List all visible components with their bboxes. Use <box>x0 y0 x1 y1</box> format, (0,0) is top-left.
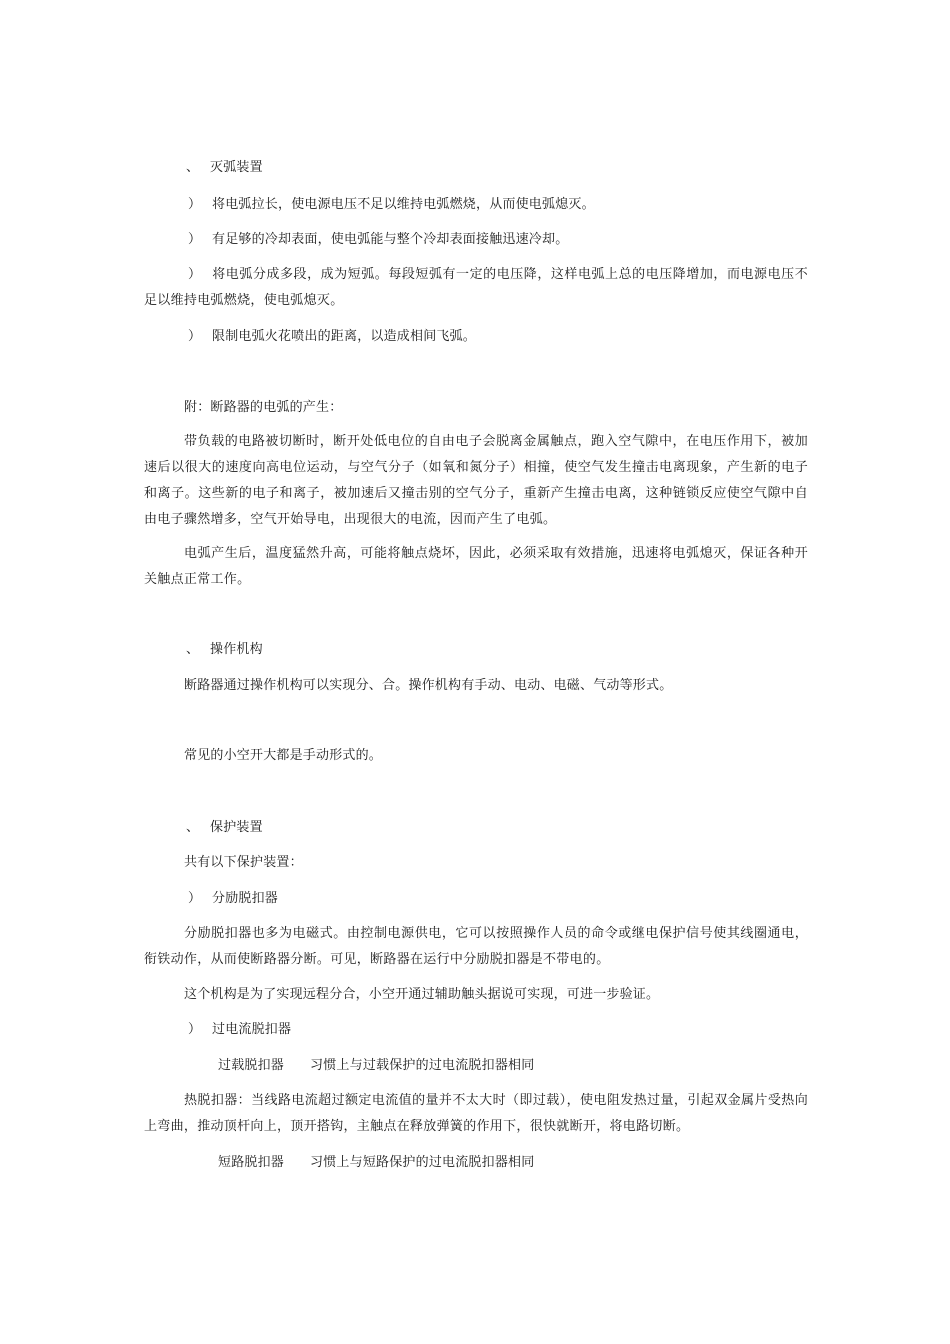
item-marker: ） <box>188 891 202 906</box>
item-text: 将电弧分成多段，成为短弧。每段短弧有一定的电压降，这样电弧上总的电压降增加，而电源电压不足以维持电弧燃烧，使电弧熄灭。 <box>144 267 808 308</box>
item-marker: ） <box>188 329 202 344</box>
paragraph: 电弧产生后，温度猛然升高，可能将触点烧坏，因此，必须采取有效措施，迅速将电弧熄灭，保证各种开关触点正常工作。 <box>144 546 808 587</box>
heading-title: 灭弧装置 <box>210 160 263 175</box>
list-item <box>188 197 595 213</box>
paragraph: 分励脱扣器也多为电磁式。由控制电源供电，它可以按照操作人员的命令或继电保护信号使其线圈通电，衔铁动作，从而使断路器分断。可见，断路器在运行中分励脱扣器是不带电的。 <box>144 926 808 967</box>
item-marker: ） <box>188 197 202 212</box>
overload-release-line <box>218 1058 534 1074</box>
item-text: 有足够的冷却表面，使电弧能与整个冷却表面接触迅速冷却。 <box>212 232 569 247</box>
paragraph: 这个机构是为了实现远程分合，小空开通过辅助触头据说可实现，可进一步验证。 <box>184 987 660 1002</box>
heading-marker: 、 <box>186 160 200 175</box>
subsection-heading-shunt <box>188 891 278 907</box>
list-item <box>188 329 476 345</box>
release-name: 过载脱扣器 <box>218 1058 285 1073</box>
item-text: 将电弧拉长，使电源电压不足以维持电弧燃烧，从而使电弧熄灭。 <box>212 197 595 212</box>
item-text: 分励脱扣器 <box>212 891 279 906</box>
list-item <box>188 232 568 248</box>
section-heading-mechanism <box>186 642 263 658</box>
heading-marker: 、 <box>186 642 200 657</box>
heading-marker: 、 <box>186 820 200 835</box>
paragraph: 断路器通过操作机构可以实现分、合。操作机构有手动、电动、电磁、气动等形式。 <box>184 678 673 693</box>
section-heading-arc <box>186 160 263 176</box>
item-marker: ） <box>188 267 202 282</box>
item-marker: ） <box>188 232 202 247</box>
item-text: 过电流脱扣器 <box>212 1022 292 1037</box>
release-desc: 习惯上与短路保护的过电流脱扣器相同 <box>310 1155 535 1170</box>
item-text: 限制电弧火花喷出的距离，以造成相间飞弧。 <box>212 329 477 344</box>
appendix-title: 附：断路器的电弧的产生： <box>184 400 343 415</box>
release-desc: 习惯上与过载保护的过电流脱扣器相同 <box>310 1058 535 1073</box>
heading-title: 操作机构 <box>210 642 263 657</box>
paragraph: 热脱扣器：当线路电流超过额定电流值的量并不太大时（即过载），使电阻发热过量，引起双金属片受热向上弯曲，推动顶杆向上，顶开搭钩，主触点在释放弹簧的作用下，很快就断开，将电路切断。 <box>144 1093 808 1134</box>
item-marker: ） <box>188 1022 202 1037</box>
subsection-heading-overcurrent <box>188 1022 291 1038</box>
release-name: 短路脱扣器 <box>218 1155 285 1170</box>
list-item <box>144 262 808 314</box>
paragraph: 常见的小空开大都是手动形式的。 <box>184 748 383 763</box>
section-heading-protection <box>186 820 263 836</box>
heading-title: 保护装置 <box>210 820 263 835</box>
paragraph: 带负载的电路被切断时，断开处低电位的自由电子会脱离金属触点，跑入空气隙中，在电压作用下，被加速后以很大的速度向高电位运动，与空气分子（如氧和氮分子）相撞，使空气发生撞击电离现象，产生新的电子和离子。这些新的电子和离子，被加速后又撞击别的空气分子，重新产生撞击电离，这种链锁反应使空气隙中自由电子骤然增多，空气开始导电，出现很大的电流，因而产生了电弧。 <box>144 434 808 527</box>
short-circuit-release-line <box>218 1155 534 1171</box>
paragraph: 共有以下保护装置： <box>184 855 303 870</box>
